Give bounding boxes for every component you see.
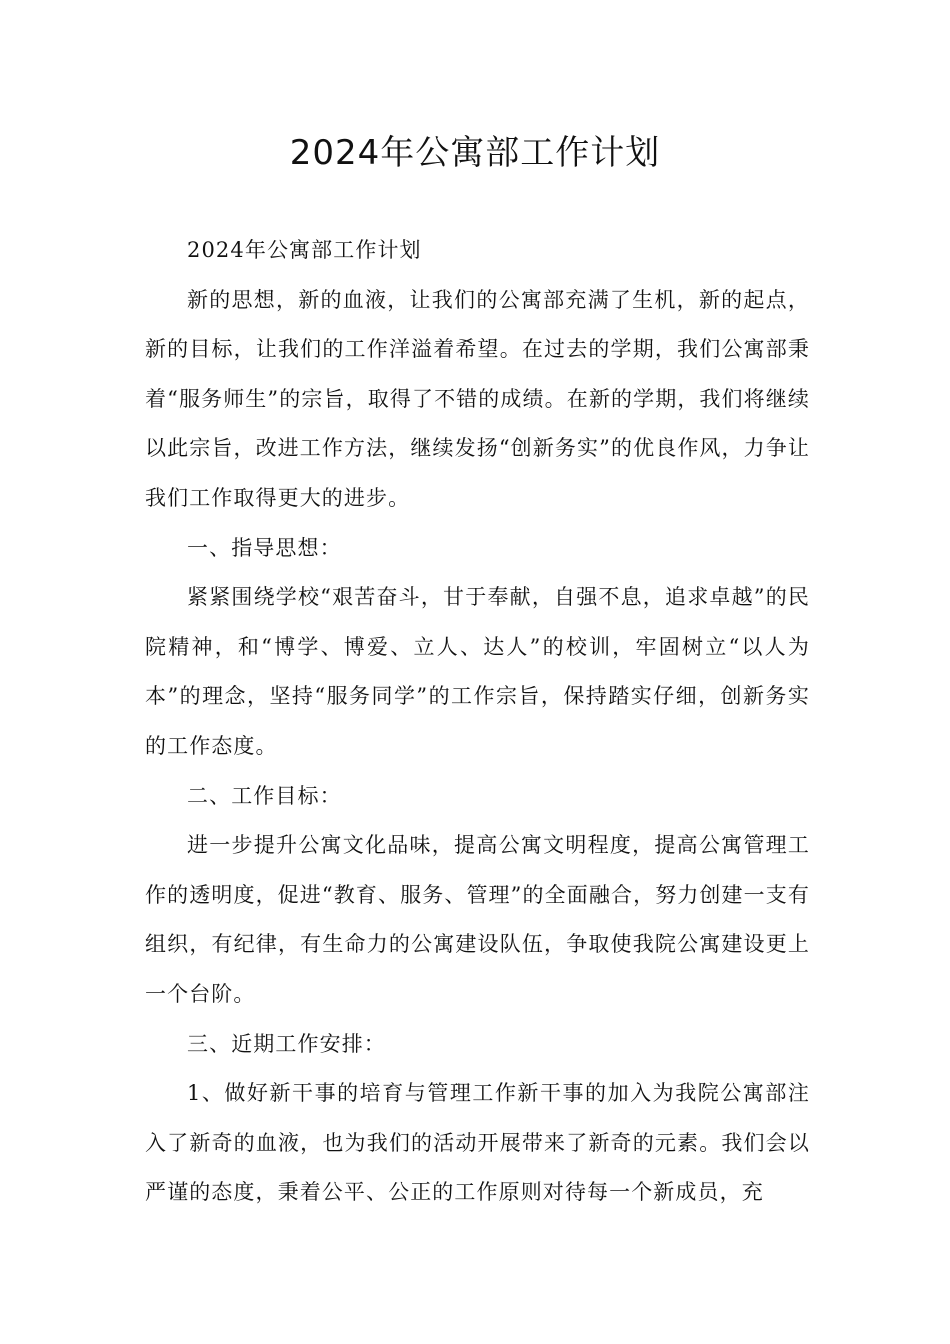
subtitle-paragraph: 2024年公寓部工作计划: [187, 238, 422, 262]
work-goals-paragraph: 进一步提升公寓文化品味，提高公寓文明程度，提高公寓管理工作的透明度，促进“教育、服务、管理”的全面融合，努力创建一支有组织，有纪律，有生命力的公寓建设队伍，争取使我院公寓建设更上一个台阶。: [145, 833, 810, 1006]
intro-paragraph: 新的思想，新的血液，让我们的公寓部充满了生机，新的起点，新的目标，让我们的工作洋溢着希望。在过去的学期，我们公寓部秉着“服务师生”的宗旨，取得了不错的成绩。在新的学期，我们将继续以此宗旨，改进工作方法，继续发扬“创新务实”的优良作风，力争让我们工作取得更大的进步。: [145, 287, 810, 510]
guiding-ideas-paragraph: 紧紧围绕学校“艰苦奋斗，甘于奉献，自强不息，追求卓越”的民院精神，和“博学、博爱、立人、达人”的校训，牢固树立“以人为本”的理念，坚持“服务同学”的工作宗旨，保持踏实仔细，创新务实的工作态度。: [145, 585, 810, 758]
document-title: 2024年公寓部工作计划: [289, 133, 661, 173]
recent-arrangements-paragraph: 1、做好新干事的培育与管理工作新干事的加入为我院公寓部注入了新奇的血液，也为我们的活动开展带来了新奇的元素。我们会以严谨的态度，秉着公平、公正的工作原则对待每一个新成员，充: [145, 1081, 810, 1205]
section-heading-recent-arrangements: 三、近期工作安排：: [187, 1031, 386, 1056]
section-heading-work-goals: 二、工作目标：: [187, 783, 342, 808]
document-body: [145, 226, 810, 1218]
section-heading-guiding-ideas: 一、指导思想：: [187, 535, 342, 560]
